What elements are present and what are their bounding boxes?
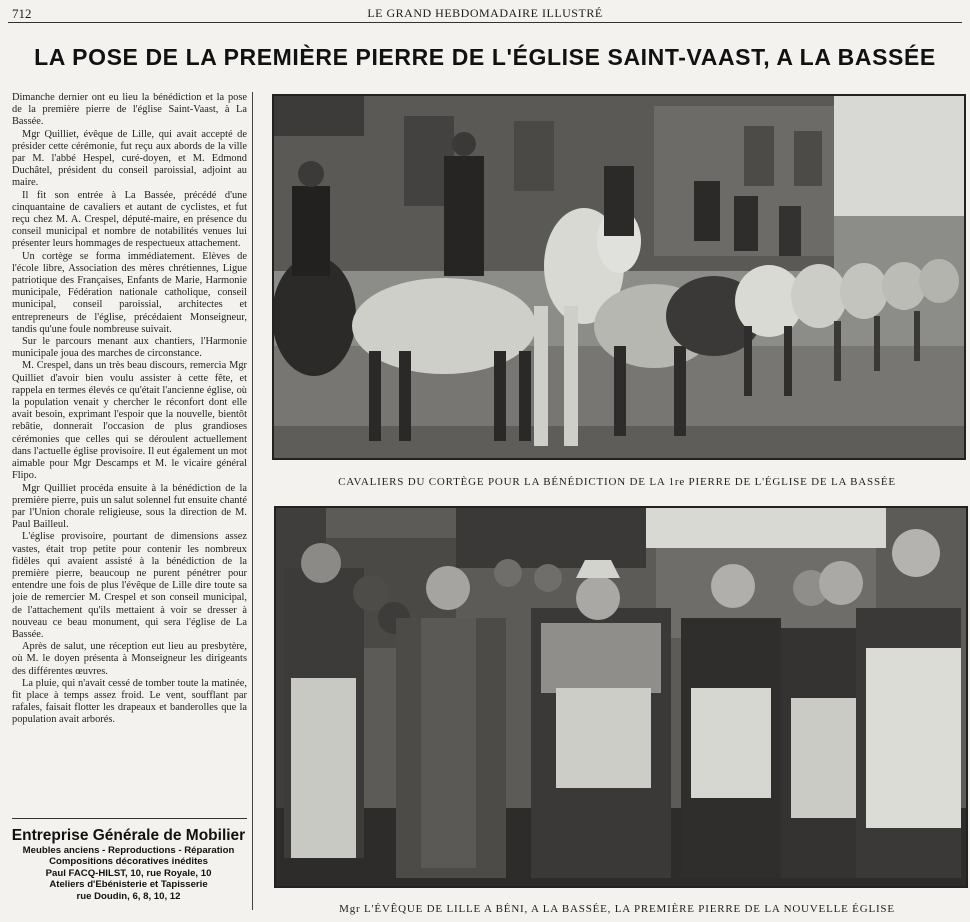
photo-bishop-illustration [276, 508, 966, 886]
article-paragraph: Mgr Quilliet, évêque de Lille, qui avait accepté de présider cette cérémonie, fut reçu aux abords de la ville par M. l'abbé Hespel, curé-doyen, et M. Edmond Duchâtel, président du conseil paroissial, adjoint au maire. [12, 128, 247, 189]
article-paragraph: Mgr Quilliet procéda ensuite à la bénédiction de la première pierre, puis un salut solennel fut ensuite chanté par l'Union chorale religieuse, sous la direction de M. Paul Bailleul. [12, 482, 247, 531]
bottom-photo-caption: Mgr L'ÉVÊQUE DE LILLE A BÉNI, A LA BASSÉE, LA PREMIÈRE PIERRE DE LA NOUVELLE ÉGLISE [339, 903, 895, 915]
article-paragraph: Un cortège se forma immédiatement. Elèves de l'école libre, Association des mères chrétiennes, Ligue patriotique des Françaises, Enfants de Marie, Harmonie municipale, Fédération nationale catholique, conseil municipal, conseil paroissial, architectes et entrepreneurs de l'église, précédaient Monseigneur, tandis qu'une foule nombreuse suivait. [12, 250, 247, 335]
header-rule [8, 22, 962, 23]
advertisement-rule [12, 818, 247, 819]
advertisement-line: Ateliers d'Ebénisterie et Tapisserie [49, 879, 208, 891]
photo-cavaliers [272, 94, 966, 460]
article-paragraph: Il fit son entrée à La Bassée, précédé d'une cinquantaine de cavaliers et autant de cyclistes, et fut reçu chez M. A. Crespel, député-maire, en présence du conseil municipal et nombre de notabilités venues lui présenter leurs hommages de respectueux attachement. [12, 189, 247, 250]
article-paragraph: M. Crespel, dans un très beau discours, remercia Mgr Quilliet d'avoir bien voulu assister à cette fête, et rappela en termes élevés ce qu'était l'ancienne église, où la population venait y chercher le réconfort dont elle avait besoin, exprimant l'espoir que la nouvelle, bientôt rebâtie, donnerait l'occasion de plus grandioses cérémonies que celles qui se déroulent actuellement dans l'actuelle église provisoire. Il eut également un mot aimable pour Mgr Descamps et M. le vicaire général Flipo. [12, 360, 247, 482]
advertisement-line: Paul FACQ-HILST, 10, rue Royale, 10 [45, 867, 212, 879]
top-photo-caption: CAVALIERS DU CORTÈGE POUR LA BÉNÉDICTION DE LA 1re PIERRE DE L'ÉGLISE DE LA BASSÉE [338, 476, 896, 488]
headline: LA POSE DE LA PREMIÈRE PIERRE DE L'ÉGLISE SAINT-VAAST, A LA BASSÉE [34, 44, 936, 70]
article-paragraph: La pluie, qui n'avait cessé de tomber toute la matinée, fit place à temps assez froid. Le vent, soufflant par rafales, faisait flotter les drapeaux et banderolles que la population avait arborés. [12, 677, 247, 726]
article-paragraph: Après de salut, une réception eut lieu au presbytère, où M. le doyen présenta à Monseigneur les dirigeants des différentes œuvres. [12, 641, 247, 677]
advertisement [6, 826, 251, 902]
photo-cavaliers-illustration [274, 96, 964, 458]
article-paragraph: Sur le parcours menant aux chantiers, l'Harmonie municipale joua des marches de circonstance. [12, 336, 247, 360]
advertisement-line: Compositions décoratives inédites [49, 856, 208, 868]
article-paragraph: Dimanche dernier ont eu lieu la bénédiction et la pose de la première pierre de l'église Saint-Vaast, à La Bassée. [12, 92, 247, 128]
column-divider [252, 92, 253, 910]
article-paragraph: L'église provisoire, pourtant de dimensions assez vastes, était trop petite pour contenir les nombreux fidèles qui avaient assisté à la bénédiction de la première pierre, beaucoup ne purent pénétrer pour entendre une fois de plus l'évêque de Lille dire toute sa joie de remercier M. Crespel et son conseil municipal, de l'attachement qu'ils mettaient à voir se dresser à nouveau ce beau monument, qui sera l'église de La Bassée. [12, 531, 247, 640]
page-number: 712 [12, 6, 32, 21]
advertisement-title: Entreprise Générale de Mobilier [11, 827, 246, 844]
advertisement-line: rue Doudin, 6, 8, 10, 12 [76, 890, 181, 902]
publication-title: LE GRAND HEBDOMADAIRE ILLUSTRÉ [367, 6, 603, 20]
article-text [12, 92, 247, 799]
photo-bishop [274, 506, 968, 888]
advertisement-line: Meubles anciens - Reproductions - Réparation [22, 845, 235, 856]
